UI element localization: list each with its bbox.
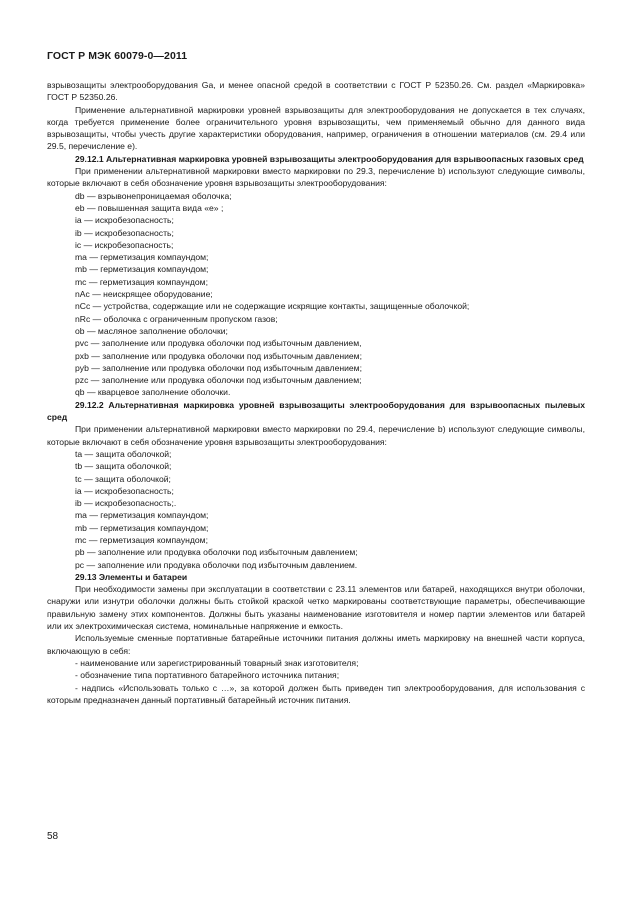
list-item: pc — заполнение или продувка оболочки под избыточным давлением. [75, 559, 358, 570]
list-item: ia — искробезопасность; [75, 485, 174, 496]
document-body [47, 79, 585, 706]
list-item: - наименование или зарегистрированный товарный знак изготовителя; [75, 657, 359, 668]
list-item: mb — герметизация компаундом; [75, 264, 209, 275]
paragraph-dust-intro: При применении альтернативной маркировки вместо маркировки по 29.4, перечисление b) используют следующие символы, которые включают в себя обозначение уровня взрывозащиты электрооборудования: [47, 424, 585, 447]
gas-symbol-list [47, 190, 585, 399]
list-item: mb — герметизация компаундом; [75, 522, 209, 533]
list-item: nAc — неискрящее оборудование; [75, 289, 213, 300]
page-number: 58 [47, 831, 59, 842]
list-item: db — взрывонепроницаемая оболочка; [75, 190, 232, 201]
paragraph-alt-marking-note: Применение альтернативной маркировки уровней взрывозащиты для электрооборудования не допускается в тех случаях, когда требуется применение более ограничительного уровня взрывозащиты, чем применяемый обычно для данного вида взрывозащиты, чтобы учесть другие характеристики оборудования, например, ограничения в отношении материалов (см. 29.4 или 29.5, перечисление e). [47, 104, 585, 152]
list-item: ta — защита оболочкой; [75, 448, 172, 459]
paragraph-portable-batteries: Используемые сменные портативные батарейные источники питания должны иметь маркировку на внешней части корпуса, включающую в себя: [47, 633, 585, 656]
list-item: ib — искробезопасность; [75, 227, 174, 238]
section-heading-29-12-2: 29.12.2 Альтернативная маркировка уровней взрывозащиты электрооборудования для взрывоопасных пылевых сред [47, 399, 585, 423]
list-item: ma — герметизация компаундом; [75, 510, 209, 521]
list-item: pxb — заполнение или продувка оболочки под избыточным давлением; [75, 350, 362, 361]
list-item: nRc — оболочка с ограниченным пропуском газов; [75, 313, 278, 324]
list-item: nCc — устройства, содержащие или не содержащие искрящие контакты, защищенные оболочкой; [75, 301, 470, 312]
paragraph-use-only: - надпись «Использовать только с …», за которой должен быть приведен тип электрооборудования, для использования с которым предназначен данный портативный батарейный источник питания. [47, 682, 585, 705]
list-item: ic — искробезопасность; [75, 239, 174, 250]
battery-marking-list [47, 657, 585, 682]
paragraph-batteries: При необходимости замены при эксплуатации в соответствии с 23.11 элементов или батарей, находящихся внутри оболочки, снаружи или изнутри оболочки должны быть стойкой краской четко маркированы соответствующие параметры, обеспечивающие правильную замену этих компонентов. Должны быть указаны наименование изготовителя и номер партии элементов или батарей или их электрохимическая система, номинальные напряжение и емкость. [47, 584, 585, 632]
list-item: pyb — заполнение или продувка оболочки под избыточным давлением; [75, 362, 362, 373]
list-item: tb — защита оболочкой; [75, 461, 172, 472]
list-item: mc — герметизация компаундом; [75, 534, 208, 545]
list-item: ob — масляное заполнение оболочки; [75, 325, 228, 336]
list-item: ma — герметизация компаундом; [75, 252, 209, 263]
list-item: qb — кварцевое заполнение оболочки. [75, 387, 231, 398]
list-item: ib — искробезопасность;. [75, 498, 177, 509]
paragraph-continuation: взрывозащиты электрооборудования Ga, и менее опасной средой в соответствии с ГОСТ Р 52350.26. См. раздел «Маркировка» ГОСТ Р 52350.26. [47, 80, 585, 103]
list-item: pvc — заполнение или продувка оболочки под избыточным давлением, [75, 338, 362, 349]
dust-symbol-list [47, 448, 585, 571]
section-heading-29-12-1: 29.12.1 Альтернативная маркировка уровней взрывозащиты электрооборудования для взрывоопасных газовых сред [75, 153, 584, 164]
list-item: pb — заполнение или продувка оболочки под избыточным давлением; [75, 547, 358, 558]
list-item: eb — повышенная защита вида «e» ; [75, 202, 224, 213]
document-header: ГОСТ Р МЭК 60079-0—2011 [47, 50, 188, 62]
paragraph-gas-intro: При применении альтернативной маркировки вместо маркировки по 29.3, перечисление b) используют следующие символы, которые включают в себя обозначение уровня взрывозащиты электрооборудования: [47, 166, 585, 189]
list-item: ia — искробезопасность; [75, 215, 174, 226]
list-item: - обозначение типа портативного батарейного источника питания; [75, 670, 340, 681]
list-item: mc — герметизация компаундом; [75, 276, 208, 287]
section-heading-29-13: 29.13 Элементы и батареи [75, 571, 188, 582]
list-item: pzc — заполнение или продувка оболочки под избыточным давлением; [75, 375, 362, 386]
list-item: tc — защита оболочкой; [75, 473, 171, 484]
